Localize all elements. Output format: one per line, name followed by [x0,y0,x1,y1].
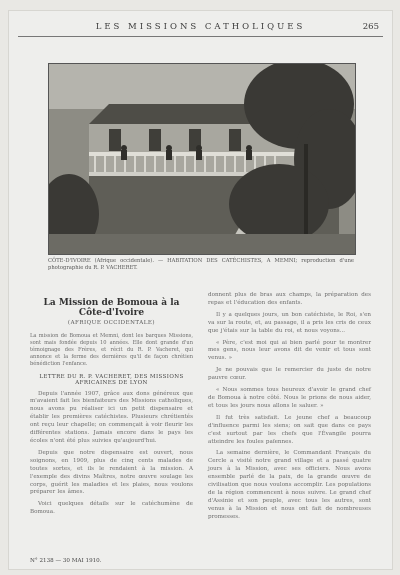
article-title: La Mission de Bomoua à la Côte-d'Ivoire [43,298,180,318]
paragraph: « Père, c'est moi qui ai bien parlé pour te montrer mes gens, nous leur avons dit de venir et tous sont venus. » [208,339,371,362]
header-rule [18,36,383,37]
letter-heading: LETTRE DU R. P. VACHERET, DES MISSIONS AFRICAINES DE LYON [39,373,184,386]
article-subtitle: (AFRIQUE OCCIDENTALE) [67,320,156,326]
paragraph: Je ne pouvais que le remercier du juste de notre pauvre cœur. [208,367,371,382]
journal-title: LES MISSIONS CATHOLIQUES [95,22,306,32]
right-column [208,292,371,526]
article-intro: La mission de Bomoua et Memni, dont les barques Missions, sont mais fondée depuis 10 années. Elle dont grande d'un témoignage des Frères, et récit du R. P. Vacheret, qui annonce et la ferme des dernières qu'il de façon chrétien bénédiction l'enfance. [30,333,193,367]
page [8,10,393,570]
photo-illustration [49,64,355,254]
photograph [48,63,356,255]
paragraph: « Nous sommes tous heureux d'avoir le grand chef de Bomoua à notre côté. Nous le prions de nous aider, et tous les jours nous allons le saluer. » [208,387,371,409]
paragraph: Il y a quelques jours, un bon catéchiste, le Roi, s'en va sur la route, et, au passage, il a pris les cris de ceux que j'étais sur la table du roi, et nous voyons... [208,311,371,334]
page-number: 265 [362,22,379,32]
paragraph: Voici quelques détails sur le catéchumène de Bomoua. [30,501,193,516]
paragraph: Il fut très satisfait. Le jeune chef a beaucoup d'influence parmi les siens; on sait que dans ce pays c'est surtout par les chefs que l'Évangile pourra atteindre les foules païennes. [208,414,371,445]
paragraph: La semaine dernière, le Commandant Français du Cercle a visité notre grand village et a passé quatre jours à la Mission, avec ses officiers. Nous avons ensemble parlé de la paix, de la grande œuvre de civilisation que nous voulons accomplir. Les populations de la région commencent à nous suivre. Le grand chef d'Assinie et son peuple, avec tous les autres, sont venus à la Mission et nous ont fait de nombreuses promesses. [208,450,371,520]
left-column [30,298,193,521]
paragraph: Depuis l'année 1907, grâce aux dons généreux que m'avaient fait les bienfaiteurs des Missions catholiques, nous avons pu réaliser ici un petit dispensaire et établir les premières catéchistes. Plusieurs chrétientés ont reçu leur chapelle; on commençait à voir fleurir les différentes stations. Jamais encore dans le pays les écoles n'ont été plus suivies qu'aujourd'hui. [30,390,193,444]
paragraph: donnent plus de bras aux champs, la préparation des repas et l'éducation des enfants. [208,292,371,306]
paragraph: Depuis que notre dispensaire est ouvert, nous soignons, en 1909, plus de cinq cents malades de toutes sortes, et ils le rendaient à la mission. A l'exemple des divins Maîtres, notre œuvre soulage les corps, guérit les maladies et les plaies, nous voulons préparer les âmes. [30,449,193,496]
issue-footer: N° 2138 — 30 MAI 1910. [30,558,102,564]
photo-caption: CÔTE-D'IVOIRE (Afrique occidentale). — HABITATION DES CATÉCHISTES, A MEMNI; reproduction d'une photographie du R. P. VACHERET. [48,258,354,271]
